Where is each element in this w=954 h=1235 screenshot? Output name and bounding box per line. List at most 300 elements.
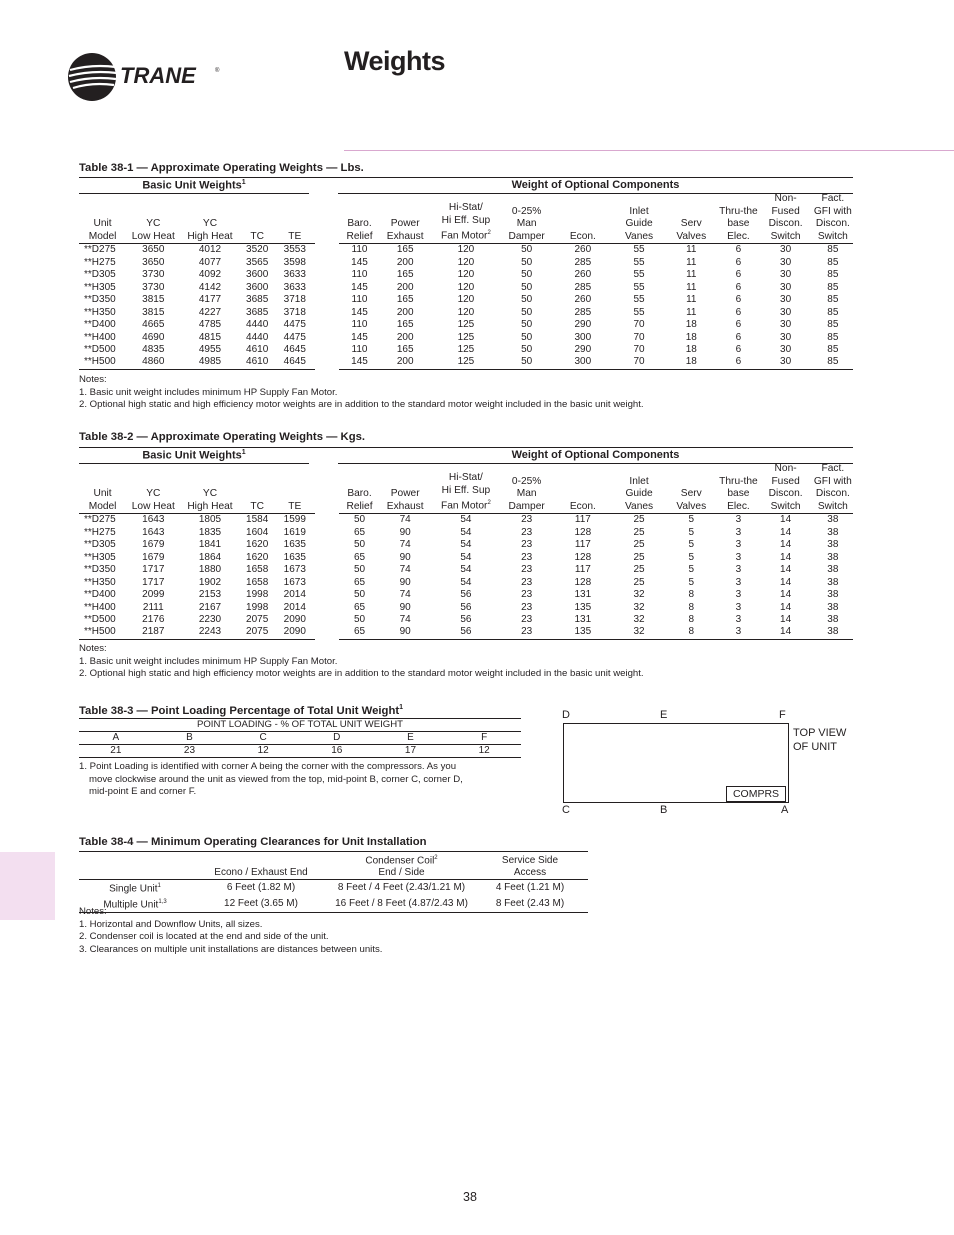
table2-cell: 135 bbox=[574, 601, 592, 613]
table1-column-header: 0-25% Man Damper bbox=[502, 193, 552, 244]
table1-row bbox=[79, 319, 853, 331]
table2-cell: 23 bbox=[521, 539, 533, 551]
table1-cell: 4955 bbox=[198, 344, 222, 355]
table2-cell: 2099 bbox=[142, 589, 165, 601]
table1-cell: 165 bbox=[396, 294, 414, 306]
table1-cell: 50 bbox=[521, 244, 533, 256]
table2-cell: 14 bbox=[780, 526, 792, 538]
table3-point-row bbox=[79, 732, 521, 745]
table1-cell: 50 bbox=[521, 306, 533, 318]
table1-cell: 85 bbox=[813, 356, 853, 369]
table1-cell: 3685 bbox=[246, 294, 269, 306]
table1-cell: 4610 bbox=[246, 344, 269, 355]
table1-cell: 30 bbox=[780, 244, 792, 256]
table1-gap-cell bbox=[315, 282, 339, 294]
table2-column-header: Serv Valves bbox=[664, 463, 718, 514]
table4-cell: 8 Feet / 4 Feet (2.43/1.21 M) bbox=[337, 881, 466, 893]
table2-cell: 14 bbox=[780, 551, 792, 563]
table1-model-cell: **H305 bbox=[84, 281, 116, 293]
table1-row bbox=[79, 344, 853, 356]
table4-caption: Table 38-4 — Minimum Operating Clearances for Unit Installation bbox=[79, 836, 427, 848]
table1-cell: 260 bbox=[574, 269, 592, 281]
table2-cell: 1619 bbox=[283, 526, 306, 538]
table1-cell: 50 bbox=[521, 269, 533, 281]
table2-cell: 1658 bbox=[246, 564, 269, 576]
table1-cell: 3633 bbox=[283, 269, 306, 281]
table4-cell: 12 Feet (3.65 M) bbox=[191, 896, 331, 912]
table1-column-header: TC bbox=[240, 193, 275, 244]
table1-header-row bbox=[79, 193, 853, 244]
svg-text:®: ® bbox=[215, 68, 220, 74]
table1-cell: 120 bbox=[457, 256, 475, 268]
table2-cell: 5 bbox=[688, 576, 695, 588]
table1-body bbox=[79, 244, 853, 370]
table2-row bbox=[79, 539, 853, 551]
table1-cell: 3718 bbox=[283, 294, 306, 306]
table1-model-cell: **D500 bbox=[84, 344, 116, 355]
table2-cell: 56 bbox=[460, 614, 472, 625]
table1-cell: 3650 bbox=[142, 256, 165, 268]
table1-cell: 18 bbox=[685, 331, 697, 343]
table3-value-cell: 23 bbox=[153, 745, 227, 758]
table2-cell: 23 bbox=[521, 614, 533, 625]
table2-cell: 25 bbox=[633, 539, 645, 551]
table2-cell: 1643 bbox=[142, 526, 165, 538]
table1-optional-group: Weight of Optional Components bbox=[511, 179, 680, 191]
table2-column-header: YC Low Heat bbox=[126, 463, 180, 514]
table2-row bbox=[79, 626, 853, 639]
table1-cell: 3600 bbox=[246, 269, 269, 281]
table1-gap-cell bbox=[315, 294, 339, 306]
table1-cell: 3650 bbox=[142, 244, 165, 256]
table1-cell: 3633 bbox=[283, 281, 306, 293]
table2-cell: 2090 bbox=[283, 614, 306, 625]
table1-cell: 3730 bbox=[142, 281, 165, 293]
table1-basic-group: Basic Unit Weights$^1$ bbox=[142, 179, 246, 192]
table1-cell: 4645 bbox=[275, 356, 315, 369]
table1-model-cell: **H275 bbox=[84, 256, 116, 268]
table1-cell: 6 bbox=[735, 306, 742, 318]
table2-cell: 3 bbox=[735, 526, 742, 538]
table2-cell: 135 bbox=[552, 626, 614, 639]
table1-column-header: YC Low Heat bbox=[126, 193, 180, 244]
table2-row bbox=[79, 527, 853, 539]
table2-column-header: TC bbox=[240, 463, 275, 514]
table2-gap-cell bbox=[315, 626, 339, 639]
table2-cell: 38 bbox=[827, 551, 839, 563]
table1-cell: 120 bbox=[457, 269, 475, 281]
table1-cell: 200 bbox=[396, 281, 414, 293]
table1-gap-cell bbox=[315, 269, 339, 281]
table2-cell: 56 bbox=[460, 589, 472, 601]
table1-cell: 4475 bbox=[283, 319, 306, 331]
table1-cell: 3718 bbox=[283, 306, 306, 318]
header-rule bbox=[344, 150, 954, 151]
table1-column-header: Hi-Stat/ Hi Eff. Sup Fan Motor$^2$ bbox=[430, 193, 501, 244]
table2-cell: 38 bbox=[813, 626, 853, 639]
table1-cell: 55 bbox=[633, 294, 645, 306]
top-view-label bbox=[793, 726, 846, 754]
table2-cell: 1620 bbox=[246, 551, 269, 563]
table1-cell: 50 bbox=[502, 356, 552, 369]
table2-cell: 50 bbox=[353, 514, 366, 526]
table1-cell: 110 bbox=[351, 269, 368, 281]
table1-cell: 55 bbox=[633, 306, 645, 318]
table4-cell: 4 Feet (1.21 M) bbox=[495, 881, 565, 893]
table1-row bbox=[79, 282, 853, 294]
table1-cell: 125 bbox=[430, 356, 501, 369]
table2-cell: 54 bbox=[460, 539, 472, 551]
table1-row bbox=[79, 257, 853, 269]
table1-cell: 50 bbox=[521, 294, 533, 306]
table2-cell: 117 bbox=[574, 514, 591, 526]
table1-cell: 6 bbox=[735, 344, 742, 355]
table1-cell: 260 bbox=[574, 244, 592, 256]
table4-note-line: 3. Clearances on multiple unit installations are distances between units. bbox=[79, 943, 383, 955]
trane-logo bbox=[68, 50, 228, 104]
table4-note-line: 2. Condenser coil is located at the end and side of the unit. bbox=[79, 931, 329, 943]
table1-cell: 30 bbox=[780, 256, 792, 268]
table1-cell: 6 bbox=[718, 356, 758, 369]
table2-cell: 2090 bbox=[275, 626, 315, 639]
table2-cell: 5 bbox=[688, 526, 695, 538]
table1-note-line: Notes: bbox=[79, 374, 107, 385]
table2-model-cell: **H500 bbox=[79, 626, 126, 639]
table2-cell: 128 bbox=[574, 526, 592, 538]
table1-cell: 50 bbox=[521, 281, 533, 293]
table2-cell: 54 bbox=[460, 564, 472, 576]
table1-cell: 70 bbox=[633, 344, 645, 355]
table1-cell: 85 bbox=[827, 281, 839, 293]
table1-gap-cell bbox=[315, 344, 339, 356]
table2-cell: 74 bbox=[399, 539, 411, 551]
table2-gap-cell bbox=[315, 463, 339, 514]
table1-cell: 85 bbox=[827, 244, 839, 256]
corner-c-label: C bbox=[562, 804, 570, 816]
table4-header-row bbox=[79, 852, 588, 880]
table2-cell: 131 bbox=[574, 614, 592, 625]
table1-cell: 4665 bbox=[142, 319, 165, 331]
table2-cell: 14 bbox=[780, 589, 792, 601]
table2-cell: 23 bbox=[521, 576, 533, 588]
table2-cell: 14 bbox=[780, 614, 792, 625]
table1-gap-cell bbox=[315, 193, 339, 244]
table1-note-line: 1. Basic unit weight includes minimum HP Supply Fan Motor. bbox=[79, 386, 338, 398]
table2-cell: 14 bbox=[780, 601, 792, 613]
table2-column-header: 0-25% Man Damper bbox=[502, 463, 552, 514]
table2-cell: 5 bbox=[688, 551, 695, 563]
table2-note-line: 1. Basic unit weight includes minimum HP Supply Fan Motor. bbox=[79, 655, 338, 667]
table1-cell: 85 bbox=[827, 344, 839, 355]
table1-row bbox=[79, 244, 853, 257]
table2-cell: 50 bbox=[353, 589, 366, 601]
table1-cell: 4985 bbox=[180, 356, 239, 369]
table1-cell: 6 bbox=[735, 256, 742, 268]
table2-column-header: Econ. bbox=[552, 463, 614, 514]
table1-row bbox=[79, 294, 853, 306]
table2-row bbox=[79, 614, 853, 626]
table1-cell: 3815 bbox=[142, 306, 165, 318]
table2-row bbox=[79, 552, 853, 564]
table2-cell: 1902 bbox=[198, 576, 222, 588]
table3-subheader: POINT LOADING - % OF TOTAL UNIT WEIGHT bbox=[79, 718, 521, 732]
corner-f-label: F bbox=[779, 709, 786, 721]
table2-cell: 5 bbox=[688, 539, 695, 551]
table2-cell: 1635 bbox=[283, 539, 306, 551]
table1-cell: 70 bbox=[633, 319, 645, 331]
table1-column-header: Baro. Relief bbox=[339, 193, 380, 244]
table3-note-line: move clockwise around the unit as viewed from the top, mid-point B, corner C, corner D, bbox=[89, 773, 463, 785]
table1-cell: 165 bbox=[396, 244, 414, 256]
table2-basic-group: Basic Unit Weights$^1$ bbox=[142, 449, 246, 462]
table1-model-cell: **D350 bbox=[84, 294, 116, 306]
table2-body bbox=[79, 514, 853, 640]
table1-cell: 6 bbox=[735, 269, 742, 281]
table1-cell: 4785 bbox=[198, 319, 222, 331]
table4 bbox=[79, 851, 588, 913]
table2-cell: 2111 bbox=[142, 601, 164, 613]
table2-cell: 3 bbox=[735, 614, 742, 625]
table1-column-header: Fact. GFI with Discon. Switch bbox=[813, 193, 853, 244]
table1-cell: 4077 bbox=[198, 256, 222, 268]
table1-cell: 50 bbox=[521, 344, 533, 355]
table2-cell: 54 bbox=[460, 526, 472, 538]
table1-cell: 4012 bbox=[198, 244, 222, 256]
table1-cell: 4227 bbox=[198, 306, 222, 318]
table3-value-cell: 16 bbox=[300, 745, 374, 758]
table1-cell: 200 bbox=[380, 356, 430, 369]
table2-cell: 2075 bbox=[246, 614, 269, 625]
table1-cell: 200 bbox=[396, 256, 414, 268]
table2-top-rule bbox=[79, 447, 853, 448]
table1-cell: 125 bbox=[457, 344, 475, 355]
table1-cell: 285 bbox=[574, 306, 592, 318]
table2-optional-group: Weight of Optional Components bbox=[511, 449, 680, 461]
table2-cell: 50 bbox=[353, 614, 366, 625]
table1-cell: 6 bbox=[735, 281, 742, 293]
table2-column-header: Power Exhaust bbox=[380, 463, 430, 514]
table3-value-row bbox=[79, 745, 521, 758]
table3-point-cell: A bbox=[79, 732, 153, 745]
table4-notes bbox=[79, 906, 382, 956]
table3-point-cell: C bbox=[226, 732, 300, 745]
table2-cell: 38 bbox=[827, 526, 839, 538]
table2-cell: 25 bbox=[633, 551, 645, 563]
table2-model-cell: **D400 bbox=[84, 589, 116, 601]
table2-column-header: Fact. GFI with Discon. Switch bbox=[813, 463, 853, 514]
table1-column-header: TE bbox=[275, 193, 315, 244]
table2-cell: 2230 bbox=[198, 614, 222, 625]
table2-cell: 23 bbox=[521, 601, 533, 613]
table1-column-header: Inlet Guide Vanes bbox=[614, 193, 664, 244]
table3-point-cell: B bbox=[153, 732, 227, 745]
table1-cell: 85 bbox=[827, 319, 839, 331]
table1-cell: 30 bbox=[780, 344, 792, 355]
table1-cell: 4440 bbox=[246, 331, 269, 343]
table1-top-rule bbox=[79, 177, 853, 178]
table1-gap-cell bbox=[315, 356, 339, 369]
table1-cell: 55 bbox=[633, 281, 645, 293]
table1-column-header: Power Exhaust bbox=[380, 193, 430, 244]
table3-note-line: 1. Point Loading is identified with corner A being the corner with the compressors. As you bbox=[79, 761, 457, 772]
table4-header-blank bbox=[79, 852, 191, 880]
table1-cell: 145 bbox=[351, 306, 368, 318]
table2-cell: 3 bbox=[735, 564, 742, 576]
table2-model-cell: **H275 bbox=[84, 526, 116, 538]
table2-cell: 90 bbox=[399, 526, 411, 538]
table2-cell: 1841 bbox=[198, 539, 222, 551]
table2-cell: 90 bbox=[380, 626, 430, 639]
table2-cell: 23 bbox=[521, 564, 533, 576]
table2-cell: 2075 bbox=[240, 626, 275, 639]
table2-cell: 38 bbox=[827, 614, 839, 625]
table2-cell: 32 bbox=[633, 601, 645, 613]
table2-cell: 90 bbox=[399, 551, 411, 563]
table1-grid bbox=[79, 193, 853, 370]
table2-cell: 3 bbox=[735, 551, 742, 563]
table2-cell: 65 bbox=[353, 551, 366, 563]
table1-cell: 285 bbox=[574, 256, 592, 268]
table1-cell: 18 bbox=[685, 344, 697, 355]
table1-cell: 125 bbox=[457, 331, 475, 343]
table2-cell: 38 bbox=[827, 514, 839, 526]
table2-column-header: Baro. Relief bbox=[339, 463, 380, 514]
table1-cell: 6 bbox=[735, 331, 742, 343]
table1-column-header: Thru-the base Elec. bbox=[718, 193, 758, 244]
table2-cell: 32 bbox=[633, 589, 645, 601]
table2-cell: 23 bbox=[521, 514, 533, 526]
table2-cell: 14 bbox=[780, 564, 792, 576]
table2-cell: 1880 bbox=[198, 564, 222, 576]
table1-column-header: Unit Model bbox=[79, 193, 126, 244]
table2-gap-cell bbox=[315, 527, 339, 539]
table2-cell: 2014 bbox=[283, 601, 306, 613]
table4-row bbox=[79, 880, 588, 896]
table1-cell: 145 bbox=[339, 356, 380, 369]
table1-cell: 70 bbox=[614, 356, 664, 369]
table1-cell: 3685 bbox=[246, 306, 269, 318]
table1-model-cell: **H350 bbox=[84, 306, 116, 318]
table1-cell: 4645 bbox=[283, 344, 306, 355]
table1-cell: 145 bbox=[351, 256, 368, 268]
table1-cell: 11 bbox=[686, 256, 697, 268]
table1-row bbox=[79, 269, 853, 281]
table1-cell: 120 bbox=[457, 294, 475, 306]
table2-row bbox=[79, 564, 853, 576]
table2-column-header: Non- Fused Discon. Switch bbox=[759, 463, 813, 514]
svg-text:TRANE: TRANE bbox=[120, 63, 196, 88]
table1-cell: 11 bbox=[686, 294, 697, 306]
table2-cell: 3 bbox=[735, 514, 742, 526]
table2-cell: 56 bbox=[460, 601, 472, 613]
table2-cell: 74 bbox=[399, 514, 411, 526]
table1-row bbox=[79, 307, 853, 319]
table1-cell: 6 bbox=[735, 244, 742, 256]
table4-header-econ: Econo / Exhaust End bbox=[191, 852, 331, 880]
table2-cell: 14 bbox=[759, 626, 813, 639]
table1-cell: 4475 bbox=[283, 331, 306, 343]
table2-cell: 3 bbox=[735, 539, 742, 551]
table3-point-cell: D bbox=[300, 732, 374, 745]
table1-cell: 11 bbox=[686, 269, 697, 281]
table2-cell: 54 bbox=[460, 576, 472, 588]
table1-cell: 110 bbox=[351, 319, 368, 331]
corner-d-label: D bbox=[562, 709, 570, 721]
table2-cell: 3 bbox=[735, 576, 742, 588]
table1-cell: 4835 bbox=[142, 344, 165, 355]
table2-model-cell: **D275 bbox=[84, 514, 116, 526]
table2-cell: 50 bbox=[353, 539, 366, 551]
table2-cell: 2167 bbox=[198, 601, 222, 613]
table2-cell: 1673 bbox=[283, 576, 306, 588]
table4-note-line: 1. Horizontal and Downflow Units, all sizes. bbox=[79, 918, 263, 930]
table1-cell: 30 bbox=[780, 294, 792, 306]
table1-cell: 120 bbox=[457, 281, 475, 293]
table2-cell: 65 bbox=[353, 601, 366, 613]
table1-cell: 30 bbox=[780, 306, 792, 318]
table2-cell: 1717 bbox=[142, 576, 165, 588]
table1-cell: 18 bbox=[664, 356, 718, 369]
table2-cell: 3 bbox=[735, 589, 742, 601]
table2-cell: 1643 bbox=[142, 514, 165, 526]
table1-cell: 3730 bbox=[142, 269, 165, 281]
table1-cell: 85 bbox=[827, 331, 839, 343]
table1-cell: 55 bbox=[633, 256, 645, 268]
table3 bbox=[79, 718, 521, 758]
table2-cell: 14 bbox=[780, 514, 792, 526]
table1-model-cell: **D275 bbox=[84, 244, 116, 256]
table2-cell: 2176 bbox=[142, 614, 165, 625]
table2-column-header: Hi-Stat/ Hi Eff. Sup Fan Motor$^2$ bbox=[430, 463, 501, 514]
table2-cell: 23 bbox=[521, 589, 533, 601]
table2-gap-cell bbox=[315, 552, 339, 564]
table2-cell: 90 bbox=[399, 601, 411, 613]
table2-cell: 1620 bbox=[246, 539, 269, 551]
table1-cell: 125 bbox=[457, 319, 475, 331]
midpoint-b-label: B bbox=[660, 804, 668, 816]
table2-model-cell: **D500 bbox=[84, 614, 116, 625]
table2-cell: 1805 bbox=[198, 514, 222, 526]
table1-column-header: YC High Heat bbox=[180, 193, 239, 244]
table2-model-cell: **H305 bbox=[84, 551, 116, 563]
table1-cell: 6 bbox=[735, 319, 742, 331]
table1-cell: 85 bbox=[827, 306, 839, 318]
table1-cell: 85 bbox=[827, 294, 839, 306]
table2-cell: 14 bbox=[780, 576, 792, 588]
table3-value-cell: 17 bbox=[374, 745, 448, 758]
table1-cell: 3553 bbox=[283, 244, 306, 256]
table2-column-header: TE bbox=[275, 463, 315, 514]
table3-value-cell: 12 bbox=[226, 745, 300, 758]
table2-cell: 117 bbox=[574, 564, 591, 576]
table1-row bbox=[79, 332, 853, 344]
table1-gap-cell bbox=[315, 307, 339, 319]
table3-value-cell: 21 bbox=[79, 745, 153, 758]
table2-cell: 74 bbox=[399, 589, 411, 601]
table2-notes bbox=[79, 643, 644, 681]
table2-cell: 3 bbox=[718, 626, 758, 639]
table1-cell: 120 bbox=[457, 306, 475, 318]
table1-column-header: Econ. bbox=[552, 193, 614, 244]
table2-gap-cell bbox=[315, 514, 339, 527]
table2-row bbox=[79, 602, 853, 614]
table2-cell: 23 bbox=[521, 551, 533, 563]
table1-cell: 110 bbox=[351, 294, 368, 306]
table2-cell: 1599 bbox=[283, 514, 306, 526]
table1-cell: 4860 bbox=[126, 356, 180, 369]
table2-cell: 131 bbox=[574, 589, 592, 601]
table2-cell: 1998 bbox=[246, 589, 269, 601]
